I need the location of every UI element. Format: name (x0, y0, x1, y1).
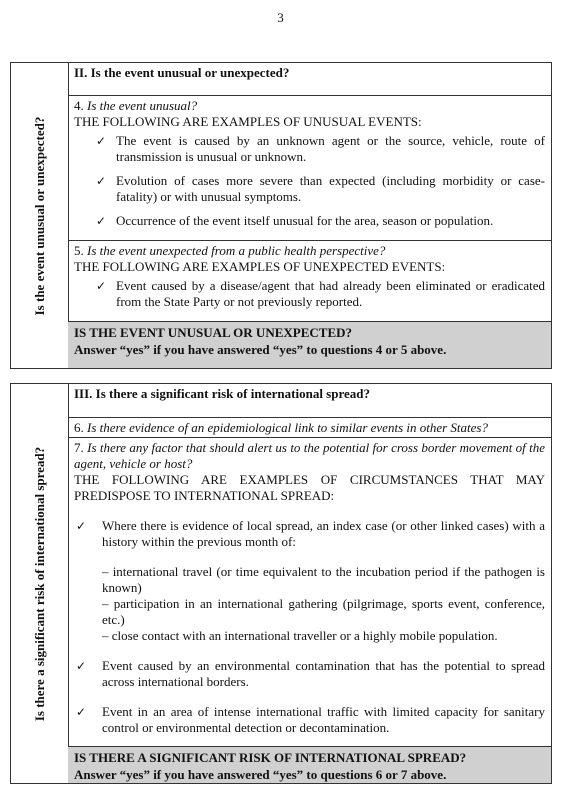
spread-examples-list (74, 518, 545, 550)
sub-item: – close contact with an international traveller or a highly mobile population. (102, 628, 498, 643)
summary-box (68, 746, 551, 783)
side-label-cell (11, 63, 69, 368)
unusual-examples-list (74, 133, 545, 229)
spread-examples-list-cont (74, 658, 545, 736)
section-unusual-unexpected (10, 62, 552, 369)
checkmark-icon: ✓ (76, 705, 87, 719)
list-item: ✓ Event caused by an environmental contamination that has the potential to spread across international borders. (76, 658, 545, 689)
checkmark-icon: ✓ (96, 279, 107, 293)
checkmark-icon: ✓ (76, 659, 87, 673)
page-number: 3 (277, 10, 284, 25)
question-5-intro: THE FOLLOWING ARE EXAMPLES OF UNEXPECTED EVENTS: (74, 259, 446, 274)
checkmark-icon: ✓ (96, 214, 107, 228)
summary-box (68, 321, 551, 368)
question-7-intro: THE FOLLOWING ARE EXAMPLES OF CIRCUMSTANCES THAT MAY PREDISPOSE TO INTERNATIONAL SPREAD: (74, 472, 545, 503)
summary-note: Answer “yes” if you have answered “yes” to questions 6 or 7 above. (74, 767, 447, 782)
list-item: ✓ Evolution of cases more severe than expected (including morbidity or case-fatality) or with unusual symptoms. (96, 173, 545, 204)
question-4-title: 4. Is the event unusual? (74, 98, 198, 113)
list-item: ✓ Event in an area of intense international traffic with limited capacity for sanitary control or environmental detection or decontamination. (76, 704, 545, 735)
sub-item: – international travel (or time equivalent to the incubation period if the pathogen is known) (102, 564, 545, 595)
question-5 (68, 240, 551, 321)
checkmark-icon: ✓ (96, 174, 107, 188)
question-6-title: 6. Is there evidence of an epidemiological link to similar events in other States? (74, 420, 488, 435)
summary-title: IS THE EVENT UNUSUAL OR UNEXPECTED? (74, 325, 353, 340)
summary-note: Answer “yes” if you have answered “yes” to questions 4 or 5 above. (74, 342, 447, 357)
question-4 (68, 95, 551, 240)
unexpected-examples-list (74, 278, 545, 310)
section-header: III. Is there a significant risk of international spread? (74, 386, 371, 401)
section-header: II. Is the event unusual or unexpected? (74, 65, 290, 80)
side-label: Is the event unusual or unexpected? (31, 116, 47, 315)
summary-title: IS THERE A SIGNIFICANT RISK OF INTERNATIONAL SPREAD? (74, 750, 467, 765)
checkmark-icon: ✓ (76, 519, 87, 533)
question-7-title: 7. Is there any factor that should alert us to the potential for cross border movement of the agent, vehicle or host? (74, 440, 546, 471)
question-6 (68, 417, 551, 437)
section-content (68, 384, 551, 783)
question-7 (68, 437, 551, 746)
list-item: ✓ The event is caused by an unknown agent or the source, vehicle, route of transmission is unusual or unknown. (96, 133, 545, 164)
sub-items (74, 564, 545, 644)
question-4-intro: THE FOLLOWING ARE EXAMPLES OF UNUSUAL EVENTS: (74, 114, 422, 129)
list-item: ✓ Where there is evidence of local spread, an index case (or other linked cases) with a history within the previous month of: (76, 518, 545, 549)
side-label: Is there a significant risk of international spread? (31, 446, 47, 721)
question-5-title: 5. Is the event unexpected from a public health perspective? (74, 243, 386, 258)
list-item: ✓ Occurrence of the event itself unusual for the area, season or population. (96, 213, 494, 228)
side-label-cell (11, 384, 69, 783)
list-item: ✓ Event caused by a disease/agent that had already been eliminated or eradicated from the State Party or not previously reported. (96, 278, 545, 309)
section-content (68, 63, 551, 368)
section-international-spread (10, 383, 552, 784)
sub-item: – participation in an international gathering (pilgrimage, sports event, conference, etc.) (102, 596, 545, 627)
checkmark-icon: ✓ (96, 134, 107, 148)
